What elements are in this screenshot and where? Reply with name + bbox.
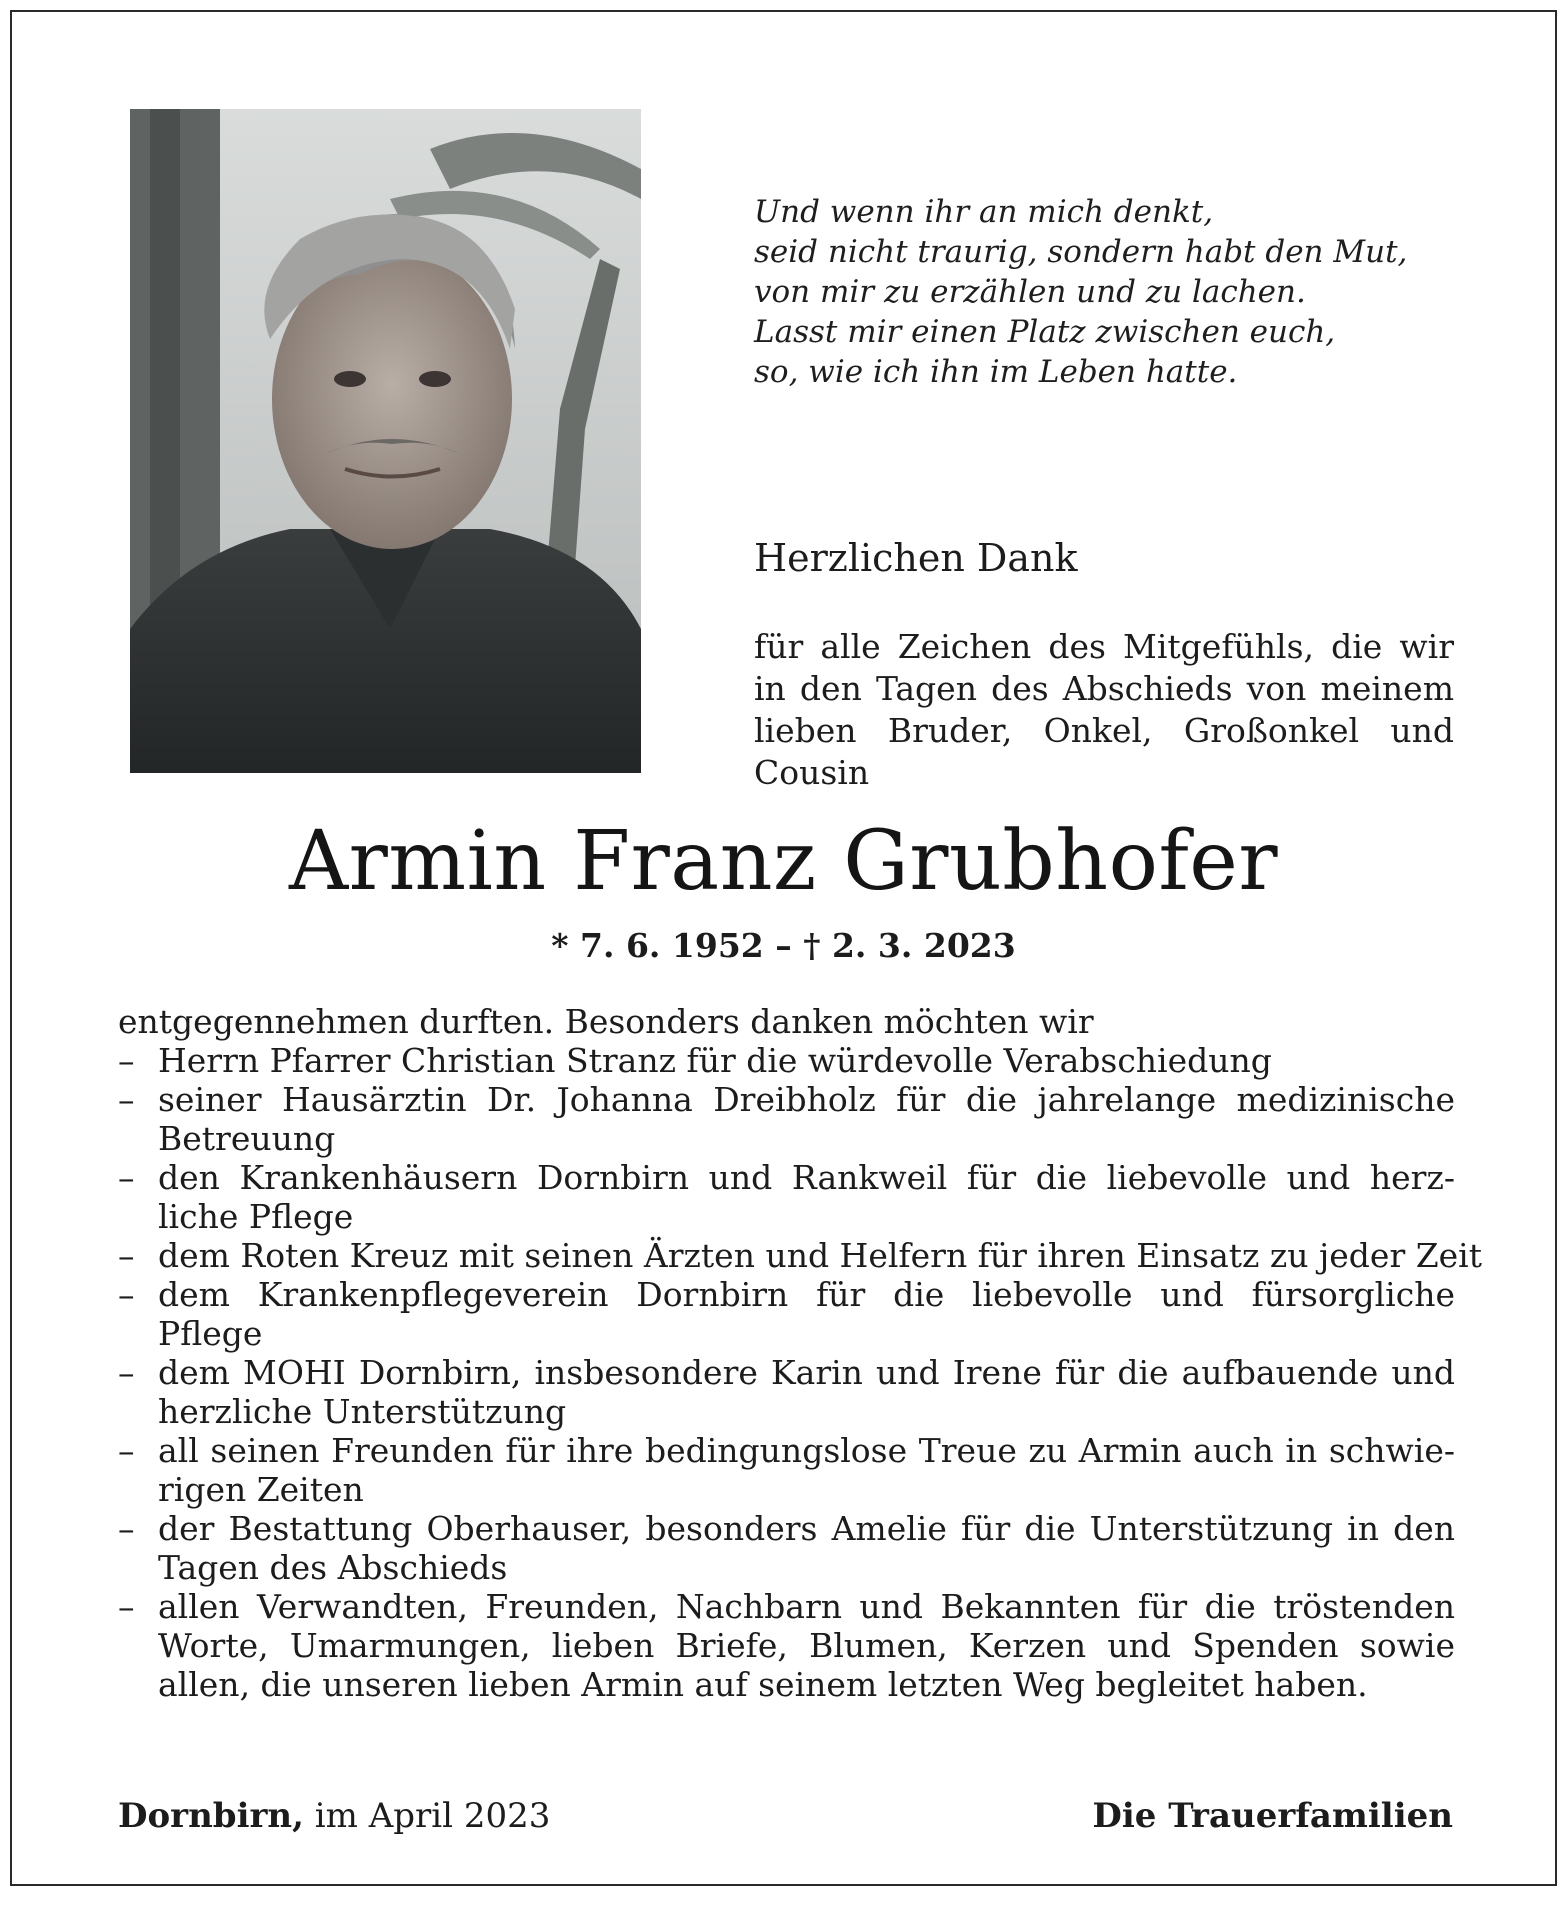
list-item-line: Tagen des Abschieds xyxy=(158,1548,508,1587)
list-item-line: rigen Zeiten xyxy=(158,1470,364,1509)
thanks-intro-line: für alle Zeichen des Mitgefühls, die wir xyxy=(754,627,1454,666)
thanks-list xyxy=(118,1041,1482,1704)
thanks-body xyxy=(118,1002,1482,1704)
list-item-line: Herrn Pfarrer Christian Stranz für die würdevolle Verabschiedung xyxy=(158,1041,1272,1080)
list-item-line: allen Verwandten, Freunden, Nachbarn und Bekannten für die tröstenden xyxy=(158,1587,1455,1626)
list-item-text xyxy=(158,1236,1482,1275)
list-item-text xyxy=(158,1353,1455,1431)
portrait-illustration xyxy=(130,109,641,773)
thanks-intro-line: lieben Bruder, Onkel, Großonkel und xyxy=(754,711,1454,750)
list-item-text xyxy=(158,1080,1455,1158)
thanks-lead: entgegennehmen durften. Besonders danken möchten wir xyxy=(118,1002,1094,1041)
dash-bullet: – xyxy=(118,1509,135,1548)
deceased-name: Armin Franz Grubhofer xyxy=(288,814,1279,909)
dash-bullet: – xyxy=(118,1041,135,1080)
list-item-text xyxy=(158,1041,1455,1080)
poem-line: seid nicht traurig, sondern habt den Mut, xyxy=(754,234,1408,270)
list-item-text xyxy=(158,1509,1455,1587)
life-dates: * 7. 6. 1952 – † 2. 3. 2023 xyxy=(551,926,1016,965)
list-item-text xyxy=(158,1275,1455,1353)
list-item-line: der Bestattung Oberhauser, besonders Amelie für die Unterstützung in den xyxy=(158,1509,1455,1548)
list-item xyxy=(118,1041,1455,1080)
list-item-line: allen, die unseren lieben Armin auf seinem letzten Weg begleitet haben. xyxy=(158,1665,1368,1704)
list-item xyxy=(118,1236,1482,1275)
poem-line: Und wenn ihr an mich denkt, xyxy=(754,194,1214,230)
dash-bullet: – xyxy=(118,1080,135,1119)
place-and-date xyxy=(118,1794,550,1838)
thanks-heading: Herzlichen Dank xyxy=(754,536,1078,580)
list-item-line: Worte, Umarmungen, lieben Briefe, Blumen, Kerzen und Spenden sowie xyxy=(158,1626,1455,1665)
obituary-notice xyxy=(10,10,1557,1886)
dash-bullet: – xyxy=(118,1236,135,1275)
list-item-text xyxy=(158,1587,1455,1704)
list-item-line: den Krankenhäusern Dornbirn und Rankweil für die liebevolle und herz- xyxy=(158,1158,1455,1197)
list-item xyxy=(118,1431,1455,1509)
dash-bullet: – xyxy=(118,1158,135,1197)
list-item xyxy=(118,1587,1455,1704)
list-item-text xyxy=(158,1158,1455,1236)
list-item-line: dem MOHI Dornbirn, insbesondere Karin und Irene für die aufbauende und xyxy=(158,1353,1455,1392)
portrait-photo xyxy=(130,109,641,773)
dash-bullet: – xyxy=(118,1587,135,1626)
list-item xyxy=(118,1158,1455,1236)
list-item-line: seiner Hausärztin Dr. Johanna Dreibholz für die jahrelange medizinische xyxy=(158,1080,1455,1119)
place: Dornbirn, xyxy=(118,1796,304,1836)
list-item xyxy=(118,1080,1455,1158)
list-item xyxy=(118,1275,1455,1353)
poem-line: so, wie ich ihn im Leben hatte. xyxy=(754,354,1238,390)
list-item-line: Betreuung xyxy=(158,1119,336,1158)
list-item-line: dem Roten Kreuz mit seinen Ärzten und Helfern für ihren Einsatz zu jeder Zeit xyxy=(158,1236,1482,1275)
thanks-intro-line: Cousin xyxy=(754,753,870,792)
list-item-line: dem Krankenpflegeverein Dornbirn für die liebevolle und fürsorgliche xyxy=(158,1275,1455,1314)
dash-bullet: – xyxy=(118,1431,135,1470)
list-item-line: Pflege xyxy=(158,1314,263,1353)
thanks-intro xyxy=(754,626,1454,794)
thanks-intro-line: in den Tagen des Abschieds von meinem xyxy=(754,669,1454,708)
list-item-line: all seinen Freunden für ihre bedingungslose Treue zu Armin auch in schwie- xyxy=(158,1431,1455,1470)
memorial-poem xyxy=(754,192,1474,392)
list-item-line: herzliche Unterstützung xyxy=(158,1392,567,1431)
list-item-line: liche Pflege xyxy=(158,1197,354,1236)
poem-line: von mir zu erzählen und zu lachen. xyxy=(754,274,1306,310)
list-item-text xyxy=(158,1431,1455,1509)
poem-line: Lasst mir einen Platz zwischen euch, xyxy=(754,314,1336,350)
dash-bullet: – xyxy=(118,1275,135,1314)
list-item xyxy=(118,1353,1455,1431)
signature: Die Trauerfamilien xyxy=(1092,1796,1453,1836)
dash-bullet: – xyxy=(118,1353,135,1392)
list-item xyxy=(118,1509,1455,1587)
date: im April 2023 xyxy=(303,1796,551,1836)
